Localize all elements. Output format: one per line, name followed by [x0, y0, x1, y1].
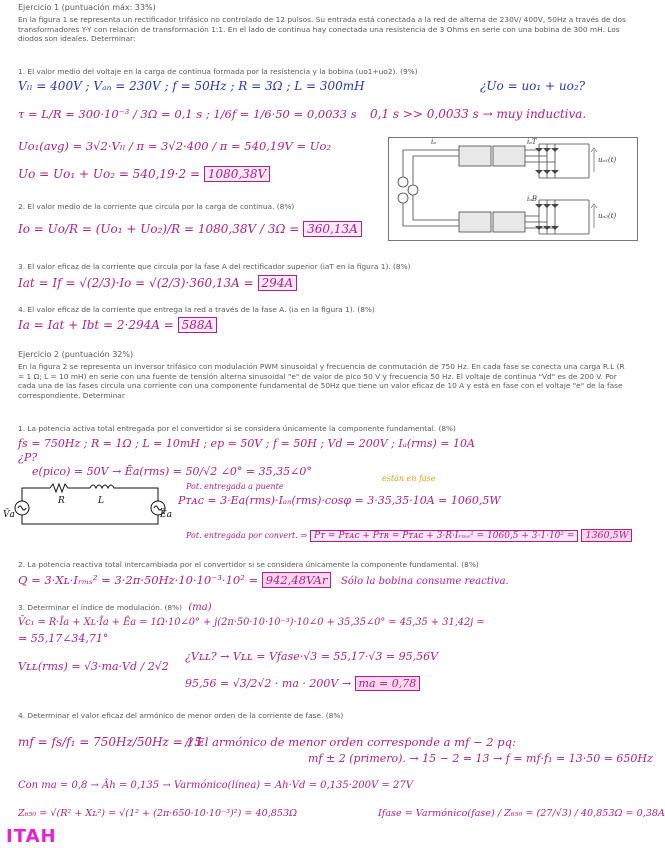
exercise2-answer3-polar: = 55,17∠34,71° — [18, 632, 109, 645]
exercise2-statement: En la figura 2 se representa un inversor trifásico con modulación PWM sinusoidal y frecuencia de conmutación de 750 Hz. En cada fase se conecta una carga R.L (R = 1 Ω; L = 10 mH) en serie con una fuente de tensión alterna sinusoidal "e" de valor de pico 50 V y frecuencia 50 Hz. El voltaje de continua "Vd" es de 200 V. Por cada una de las fases circula una corriente con una componente fundamental de 50Hz que tiene un valor eficaz de 10 A y está en fase con el voltaje "e" de la fase correspondiente. Determinar — [18, 362, 625, 400]
figure2-label-va: V̄a — [3, 510, 15, 520]
exercise2-heading: Ejercicio 2 (puntuación 32%) — [18, 350, 134, 359]
exercise2-note-in-phase: están en fase — [382, 474, 436, 483]
exercise2-answer2-result: 942,48VAr — [262, 572, 332, 588]
exercise1-answer2-result: 360,13A — [303, 221, 362, 237]
exercise2-answer3-vc1: V̄c₁ = R·Īa + Xʟ·Īa + Ēa = 1Ω·10∠0° + j(2π·50·10·10⁻³)·10∠0 + 35,35∠0° = 45,35 + 31,42j = — [18, 617, 485, 628]
exercise1-heading: Ejercicio 1 (puntuación máx: 33%) — [18, 3, 156, 12]
exercise2-answer1-question: ¿P? — [18, 451, 38, 464]
exercise1-answer2 — [18, 222, 362, 236]
exercise2-answer1-e: e(pico) = 50V → Ēa(rms) = 50/√2 ∠0° = 35,35∠0° — [32, 465, 312, 478]
figure2-circuit-sketch — [10, 480, 170, 530]
exercise1-question-3: 3. El valor eficaz de la corriente que circula por la fase A del rectificador superior (iaT en la figura 1). (8%) — [18, 262, 411, 271]
exercise2-answer4-ifase — [378, 808, 665, 819]
exercise1-answer4-expr: Ia = Iat + Ibt = 2·294A = — [18, 318, 174, 332]
exercise1-answer1-result: 1080,38V — [204, 166, 270, 182]
figure1-label-iat: iₐT — [527, 138, 537, 146]
exercise2-answer3-final-expr: 95,56 = √3/2√2 · ma · 200V → — [185, 677, 352, 690]
exercise1-answer3-expr: Iat = If = √(2/3)·Io = √(2/3)·360,13A = — [18, 276, 254, 290]
exercise2-note-bridge: Pot. entregada a puente — [186, 482, 284, 491]
exercise2-question-3-text: 3. Determinar el índice de modulación. (8%) — [18, 603, 183, 612]
exercise1-answer4-result: 588A — [178, 317, 218, 333]
exercise2-answer1-result: 1360,5W — [581, 529, 632, 542]
figure1-circuit — [388, 137, 638, 241]
exercise2-question-1: 1. La potencia activa total entregada por el convertidor si se considera únicamente la componente fundamental. (8%) — [18, 424, 456, 433]
figure1-label-uo1: uₒ₁(t) — [598, 156, 617, 164]
exercise2-answer4-z650: Z₆₅₀ = √(R² + Xʟ²) = √(1² + (2π·650·10·10⁻³)²) = 40,853Ω — [18, 808, 298, 819]
figure1-label-iab: iₐB — [527, 195, 538, 203]
exercise2-answer1-total-note: Pot. entregada por convert. ⇒ — [186, 531, 307, 540]
exercise1-answer1-data: Vₗₗ = 400V ; Vₐₙ = 230V ; f = 50Hz ; R = 3Ω ; L = 300mH — [18, 79, 365, 93]
exercise2-answer2-note: Sólo la bobina consume reactiva. — [341, 576, 509, 587]
exercise2-answer4-harmonic-note: // El armónico de menor orden corresponde a mf − 2 pq: — [185, 735, 516, 749]
exercise2-answer2 — [18, 573, 509, 587]
itah-logo: ITAH — [6, 826, 57, 847]
exercise2-answer1-total-expr: Pᴛ = Pᴛᴀᴄ + Pᴛʀ = Pᴛᴀᴄ + 3·R·Iᵣₘₛ² = 1060,5 + 3·1·10² = — [310, 530, 578, 542]
exercise2-answer3-final — [185, 677, 420, 690]
figure1-label-ia: iₐ — [431, 138, 436, 146]
exercise2-answer3-vll: ¿Vʟʟ? → Vʟʟ = Vfase·√3 = 55,17·√3 = 95,56V — [185, 650, 439, 663]
exercise2-answer2-expr: Q = 3·Xʟ·Iᵣₘₛ² = 3·2π·50Hz·10·10⁻³·10² = — [18, 573, 259, 587]
exercise2-answer3-vll-formula: Vʟʟ(rms) = √3·ma·Vd / 2√2 — [18, 660, 169, 673]
exercise1-answer1-final — [18, 167, 270, 181]
exercise1-answer3-result: 294A — [258, 275, 298, 291]
exercise2-question-3 — [18, 603, 630, 613]
exercise1-question-2: 2. El valor medio de la corriente que circula por la carga de continua. (8%) — [18, 202, 295, 211]
exercise2-answer4-order: mf ± 2 (primero). → 15 − 2 = 13 → f = mf·f₁ = 13·50 = 650Hz — [308, 752, 653, 765]
exercise2-answer1-total — [186, 530, 632, 541]
exercise2-answer4-vharm: Con ma = 0,8 → Âh = 0,135 → Varmónico(línea) = Ah·Vd = 0,135·200V = 27V — [18, 780, 413, 791]
exercise1-answer1-inductive: 0,1 s >> 0,0033 s → muy inductiva. — [370, 107, 587, 121]
exercise1-answer1-uo1: Uo₁(avg) = 3√2·Vₗₗ / π = 3√2·400 / π = 540,19V = Uo₂ — [18, 139, 332, 153]
exercise1-answer2-expr: Io = Uo/R = (Uo₁ + Uo₂)/R = 1080,38V / 3Ω = — [18, 222, 300, 236]
exercise1-answer3 — [18, 276, 297, 290]
exercise2-answer1-ptac: Pᴛᴀᴄ = 3·Ea(rms)·Iₐₙ(rms)·cosφ = 3·35,35·10A = 1060,5W — [178, 494, 501, 507]
exercise1-answer4 — [18, 318, 217, 332]
exercise1-statement: En la figura 1 se representa un rectificador trifásico no controlado de 12 pulsos. Su entrada está conectada a la red de alterna de 230V/ 400V, 50Hz a través de dos transformadores Y-Y con relación de transformación 1:1. En el lado de continua hay conectada una resistencia de 3 Ohms en serie con una bobina de 300 mH. Los diodos son ideales. Determinar: — [18, 15, 626, 44]
exercise2-question-4: 4. Determinar el valor eficaz del armónico de menor orden de la corriente de fase. (8%) — [18, 711, 344, 720]
exercise1-question-4: 4. El valor eficaz de la corriente que entrega la red a través de la fase A. (ia en la figura 1). (8%) — [18, 305, 375, 314]
exercise2-answer4-ifase-expr: Ifase = Varmónico(fase) / Z₆₅₀ = (27/√3) / 40,853Ω = — [378, 808, 634, 819]
exercise2-answer3-result: ma = 0,78 — [355, 676, 421, 691]
figure1-diagram — [389, 138, 637, 240]
exercise2-question-2: 2. La potencia reactiva total intercambiada por el convertidor si se considera únicamente la componente fundamental. (8%) — [18, 560, 479, 569]
exercise1-answer1-final-expr: Uo = Uo₁ + Uo₂ = 540,19·2 = — [18, 167, 200, 181]
figure2-label-l: L — [98, 496, 104, 506]
figure2-label-ea: Ēa — [160, 510, 172, 520]
exercise2-question-3-note: (ma) — [188, 602, 212, 613]
figure1-label-uo2: uₒ₂(t) — [598, 212, 617, 220]
figure2-label-r: R — [58, 496, 65, 506]
exercise2-answer1-data: fs = 750Hz ; R = 1Ω ; L = 10mH ; ep = 50V ; f = 50H ; Vd = 200V ; Iₐ(rms) = 10A — [18, 437, 475, 450]
exercise2-answer4-mf: mf = fs/f₁ = 750Hz/50Hz = 15 — [18, 735, 202, 749]
exercise1-answer1-tau: τ = L/R = 300·10⁻³ / 3Ω = 0,1 s ; 1/6f = 1/6·50 = 0,0033 s — [18, 107, 357, 121]
exercise1-question-1: 1. El valor medio del voltaje en la carga de continua formada por la resistencia y la bobina (uo1+uo2). (9%) — [18, 67, 418, 76]
exercise1-answer1-question: ¿Uo = uo₁ + uo₂? — [480, 79, 586, 93]
exercise2-answer4-result: 0,38A — [636, 808, 665, 819]
